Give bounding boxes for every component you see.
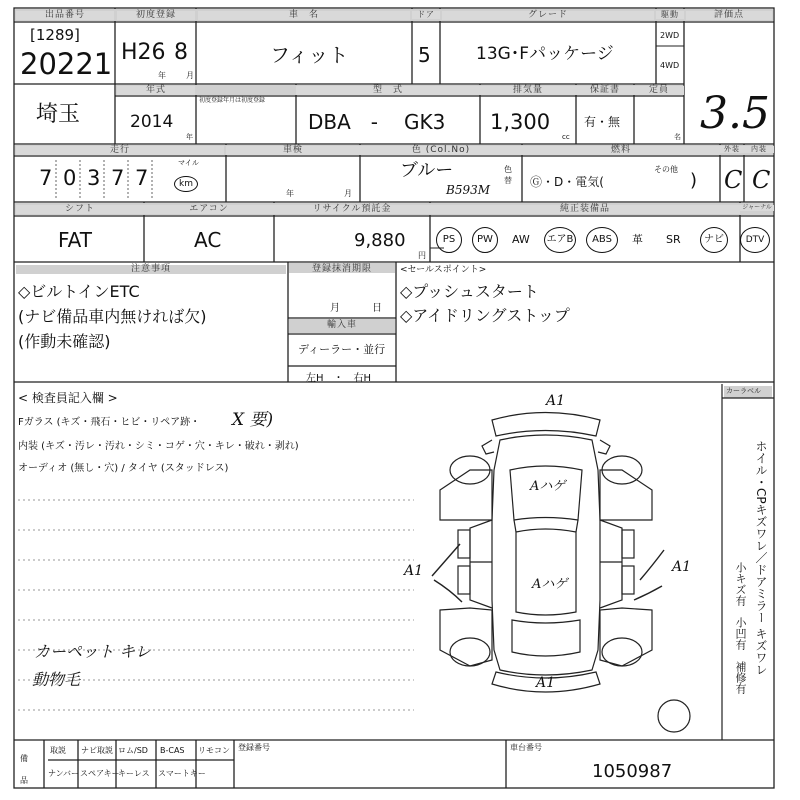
model-year-value: 2014	[130, 112, 174, 132]
lot-code: [1289]	[30, 26, 80, 44]
bottom-keyless: キーレス	[118, 769, 150, 778]
inspector-line-interior: 内装 (キズ・汚レ・汚れ・シミ・コゲ・穴・キレ・破れ・剥れ)	[18, 441, 299, 452]
inspector-label: < 検査員記入欄 >	[18, 391, 118, 405]
interior-grade: C	[752, 166, 771, 194]
score-label: 評価点	[686, 11, 772, 20]
exterior-label: 外装	[720, 146, 744, 153]
displacement-value: 1,300	[490, 110, 551, 134]
fuel-close: )	[690, 170, 698, 191]
sales-point-2: ◇アイドリングストップ	[400, 306, 570, 325]
model-year-unit: 年	[186, 133, 193, 141]
inspector-lines	[14, 480, 414, 720]
equip-airbag: エアB	[544, 227, 576, 253]
drive-4wd: 4WD	[660, 61, 680, 70]
capacity-label: 定員	[634, 86, 684, 95]
model-label: 型 式	[296, 86, 480, 95]
bottom-smart-key: スマートキー	[158, 769, 206, 778]
bottom-remote: リモコン	[198, 746, 230, 755]
grade-value: 13G･Fパッケージ	[476, 44, 614, 64]
color-label: 色 (Col.No)	[360, 146, 522, 155]
car-name: フィット	[270, 43, 349, 67]
recycle-unit: 円	[418, 251, 426, 260]
bottom-manual: 取説	[50, 746, 66, 755]
shift-value: FAT	[58, 228, 93, 252]
mileage-unit-top: マイル	[178, 159, 199, 167]
reg-deadline-day: 日	[372, 303, 382, 314]
grade-label: グレード	[442, 11, 654, 20]
import-handle: 左H ・ 右H	[306, 373, 372, 384]
region-value: 埼玉	[36, 102, 81, 127]
handwritten-note-2: 動物毛	[32, 670, 81, 689]
mileage-digit-4: 7	[111, 166, 125, 190]
inspection-month-unit: 月	[344, 189, 352, 198]
first-reg-month-unit: 月	[186, 71, 194, 80]
bottom-spare-key: スペアキー	[80, 769, 120, 778]
first-reg-year: H26	[121, 40, 166, 65]
first-reg-year-unit: 年	[158, 71, 166, 80]
interior-label: 内装	[744, 146, 774, 153]
sales-point-1: ◇プッシュスタート	[400, 282, 539, 301]
mileage-label: 走行	[16, 146, 224, 155]
bottom-rom-sd: ロム/SD	[118, 746, 148, 755]
equip-sr: SR	[666, 233, 681, 246]
exterior-grade: C	[724, 166, 743, 194]
mileage-digit-1: 7	[39, 166, 53, 190]
doors-label: ドア	[412, 11, 440, 19]
model-prefix: DBA -	[308, 110, 379, 134]
model-year-label: 年式	[117, 86, 195, 95]
bottom-reg-no-label: 登録番号	[238, 743, 270, 752]
reg-deadline-label: 登録抹消期限	[311, 264, 372, 274]
equip-leather: 革	[632, 233, 643, 246]
color-change-label: 色替	[504, 165, 512, 185]
bottom-row-label: 備 品	[20, 754, 28, 785]
equip-pw: PW	[472, 227, 498, 253]
legend-line-1: ホイル・CPキズワレ／ドアミラー キズワレ	[754, 440, 768, 676]
score-value: 3.5	[700, 88, 770, 139]
color-name: ブルー	[400, 160, 454, 181]
bottom-bcas: B-CAS	[160, 746, 185, 755]
chassis-no: 1050987	[592, 761, 673, 782]
mileage-digit-2: 0	[63, 166, 77, 190]
equip-dtv: DTV	[740, 227, 770, 253]
sales-points-label: <セールスポイント>	[400, 265, 487, 275]
bottom-number: ナンバー	[48, 769, 80, 778]
displacement-label: 排気量	[480, 86, 576, 95]
recycle-label: リサイクル預託金	[274, 205, 430, 214]
diagram-right-mark: A1	[672, 559, 692, 575]
note-line-1: ◇ビルトインETC	[18, 282, 140, 301]
mileage-unit: km	[174, 176, 198, 192]
glass-mark: X 要)	[232, 410, 274, 430]
diagram-roof-mark: Aハゲ	[532, 577, 568, 592]
first-reg-import-label: 初度登録年月は初度登録	[199, 97, 266, 104]
aircon-value: AC	[194, 228, 222, 252]
reg-deadline-month: 月	[330, 303, 340, 314]
dealer-no-label: 車台番号	[510, 743, 542, 752]
note-line-2: (ナビ備品車内無ければ欠)	[18, 307, 207, 326]
color-no: B593M	[446, 183, 491, 197]
car-diagram	[432, 413, 690, 733]
first-reg-month: 8	[174, 40, 188, 65]
drive-2wd: 2WD	[660, 31, 680, 40]
fuel-options: Ⓖ・D・電気(	[530, 175, 604, 189]
fuel-other-label: その他	[654, 165, 678, 174]
shift-label: シフト	[16, 205, 144, 214]
import-label: 輸入車	[326, 320, 357, 330]
legend-line-2: 小キズ有 小凹有 補修有	[734, 562, 747, 694]
first-reg-label: 初度登録	[117, 11, 195, 20]
lot-no-label: 出品番号	[16, 11, 114, 20]
diagram-left-mark: A1	[404, 563, 424, 579]
doors-value: 5	[418, 43, 431, 67]
lot-number: 20221	[20, 47, 113, 81]
note-line-3: (作動未確認)	[18, 332, 111, 351]
aircon-label: エアコン	[144, 205, 274, 214]
model-code: GK3	[404, 110, 446, 134]
equip-abs: ABS	[586, 227, 618, 253]
equip-navi: ナビ	[700, 227, 728, 253]
drive-label: 駆動	[656, 11, 684, 19]
warranty-label: 保証書	[576, 86, 634, 95]
warranty-value: 有・無	[584, 115, 621, 129]
inspector-line-audio: オーディオ (無し・穴) / タイヤ (スタッドレス)	[18, 463, 229, 474]
diagram-hood-mark: Aハゲ	[530, 479, 566, 494]
bottom-navi-manual: ナビ取説	[81, 746, 113, 755]
inspection-year-unit: 年	[286, 189, 294, 198]
capacity-unit: 名	[674, 133, 681, 141]
diagram-front-mark: A1	[546, 393, 566, 409]
equipment-label: 純正装備品	[430, 205, 740, 214]
displacement-unit: cc	[562, 133, 570, 141]
recycle-fee: 9,880	[354, 230, 406, 251]
ebook-label: ジャーナル	[740, 205, 774, 211]
car-name-label: 車 名	[198, 11, 410, 20]
inspection-label: 車検	[226, 146, 360, 155]
import-dealer: ディーラー・並行	[298, 343, 386, 356]
fuel-label: 燃料	[522, 146, 720, 155]
inspector-line-glass: Fガラス (キズ・飛石・ヒビ・リペア跡・	[18, 417, 201, 428]
diagram-rear-mark: A1	[536, 675, 556, 691]
mileage-digit-5: 7	[135, 166, 149, 190]
handwritten-note-1: カーペット キレ	[34, 642, 151, 661]
diagram-head-label: カーラベル	[726, 387, 761, 395]
equip-aw: AW	[512, 233, 530, 246]
equip-ps: PS	[436, 227, 462, 253]
notes-label: 注意事項	[16, 265, 286, 274]
mileage-digit-3: 3	[87, 166, 101, 190]
